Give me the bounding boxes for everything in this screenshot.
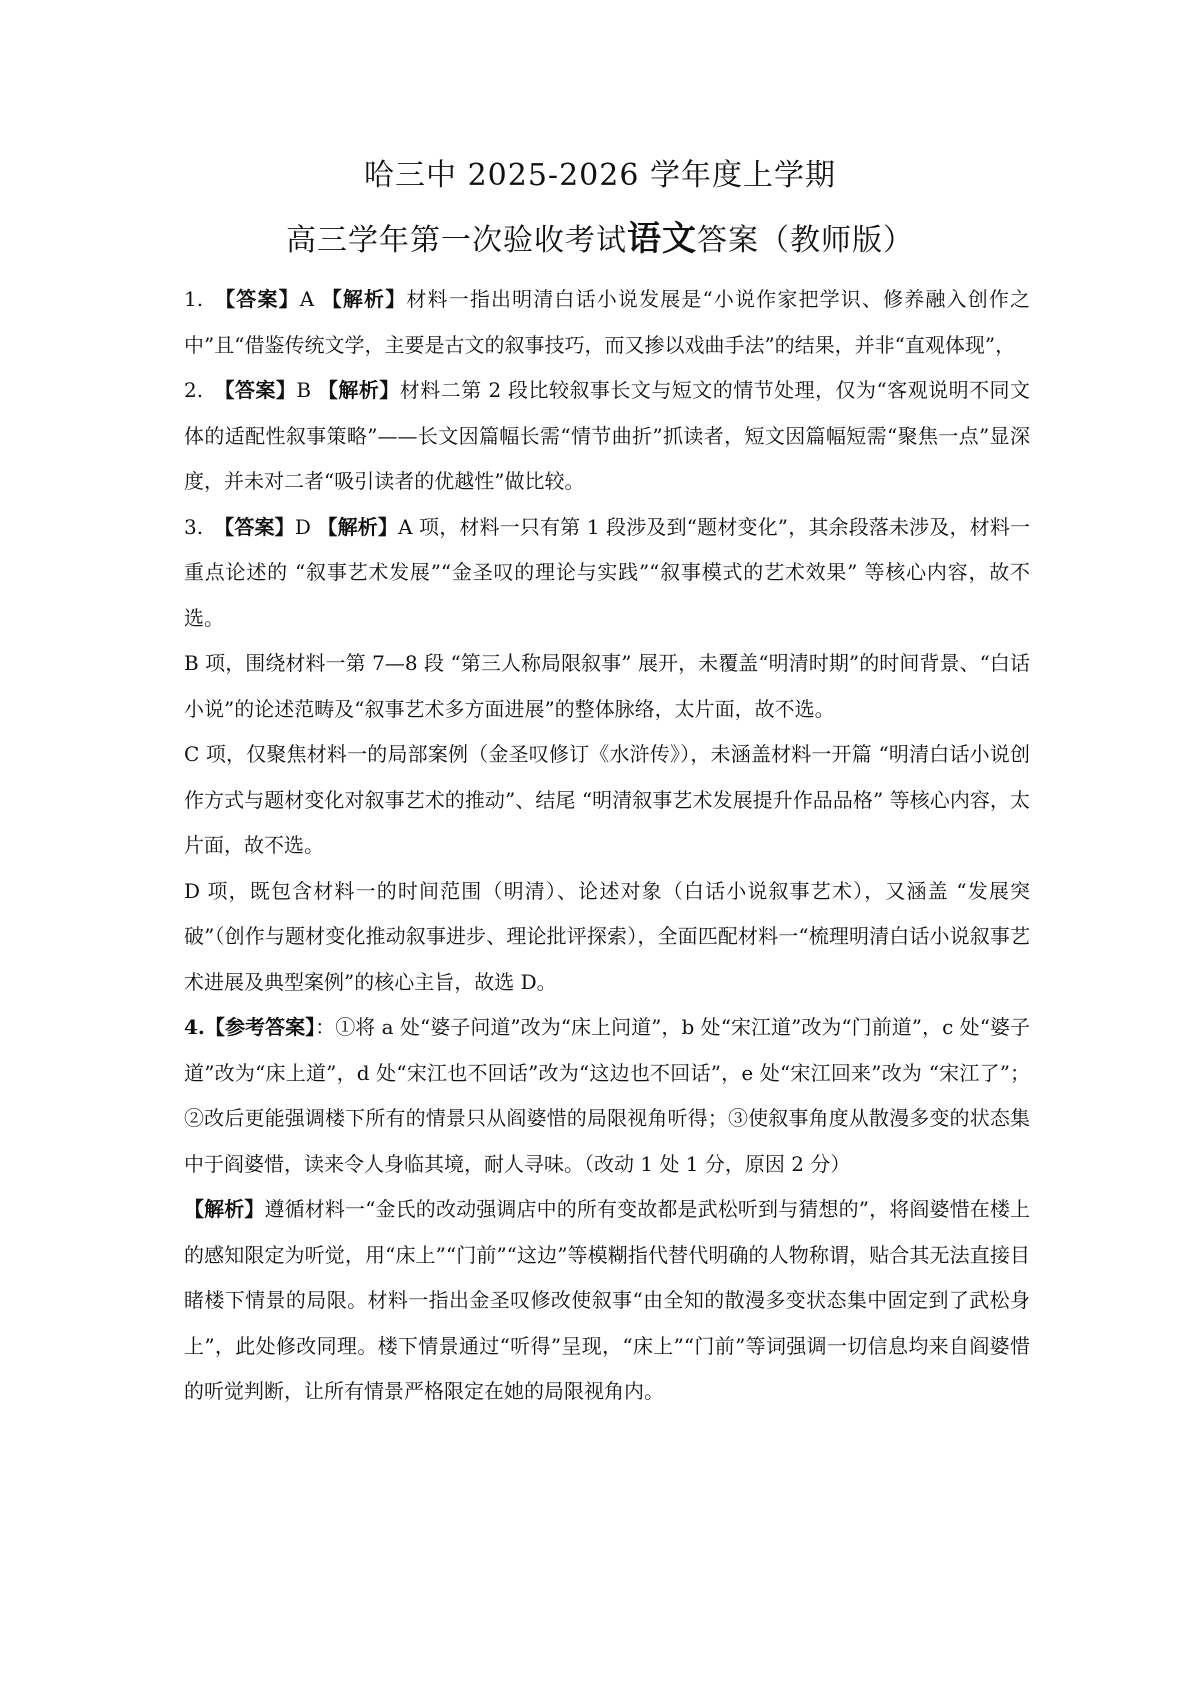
question-number: 3. bbox=[184, 514, 204, 539]
document-title: 哈三中 2025-2026 学年度上学期 bbox=[364, 158, 836, 193]
document-subtitle bbox=[0, 218, 1200, 262]
answer-tag: 【答案】 bbox=[214, 287, 300, 311]
analysis-text: A 项，材料一只有第 1 段涉及到“题材变化”，其余段落未涉及，材料一重点论述的 “叙事艺术发展”“金圣叹的理论与实践”“叙事模式的艺术效果” 等核心内容，故不选。 bbox=[184, 514, 1031, 630]
subtitle-suffix: 答案（教师版） bbox=[697, 223, 914, 258]
analysis-text: 材料二第 2 段比较叙事长文与短文的情节处理，仅为“客观说明不同文体的适配性叙事策略”——长文因篇幅长需“情节曲折”抓读者，短文因篇幅短需“聚焦一点”显深度，并未对二者“吸引读者的优越性”做比较。 bbox=[184, 378, 1031, 493]
answer-tag: 【答案】 bbox=[214, 514, 295, 539]
answer-value: A bbox=[299, 287, 315, 311]
question-4 bbox=[184, 1005, 1030, 1187]
analysis-text: 材料一指出明清白话小说发展是“小说作家把学识、修养融入创作之中”且“借鉴传统文学，主要是古文的叙事技巧，而又掺以戏曲手法”的结果，并非“直观体现”， bbox=[184, 287, 1031, 357]
answer-value: ：①将 a 处“婆子问道”改为“床上问道”，b 处“宋江道”改为“门前道”，c 处“婆子道”改为“床上道”，d 处“宋江也不回话”改为“这边也不回话”，e 处“宋江回来”改为 “宋江了”；②改后更能强调楼下所有的情景只从阎婆惜的局限视角听得；③使叙事角度从散漫多变的状态集中于阎婆惜，读来令人身临其境，耐人寻味。（改动 1 处 1 分，原因 2 分） bbox=[184, 1015, 1030, 1176]
question-2 bbox=[184, 368, 1030, 505]
option-d-analysis: D 项，既包含材料一的时间范围（明清）、论述对象（白话小说叙事艺术），又涵盖 “发展突破”（创作与题材变化推动叙事进步、理论批评探索），全面匹配材料一“梳理明清白话小说叙事艺术进展及典型案例”的核心主旨，故选 D。 bbox=[184, 878, 1030, 994]
question-number: 1. bbox=[184, 287, 204, 311]
question-3 bbox=[184, 505, 1030, 642]
answer-tag: 【参考答案】 bbox=[204, 1015, 316, 1039]
analysis-tag: 【解析】 bbox=[317, 514, 399, 539]
answer-body bbox=[184, 277, 1030, 1415]
question-number: 2. bbox=[184, 378, 204, 402]
option-c-analysis: C 项，仅聚焦材料一的局部案例（金圣叹修订《水浒传》），未涵盖材料一开篇 “明清白话小说创作方式与题材变化对叙事艺术的推动”、结尾 “明清叙事艺术发展提升作品品格” 等核心内容，太片面，故不选。 bbox=[184, 742, 1030, 857]
answer-tag: 【答案】 bbox=[214, 378, 297, 402]
analysis-text: 遵循材料一“金氏的改动强调店中的所有变故都是武松听到与猜想的”，将阎婆惜在楼上的感知限定为听觉，用“床上”“门前”“这边”等模糊指代替代明确的人物称谓，贴合其无法直接目睹楼下情景的局限。材料一指出金圣叹修改使叙事“由全知的散漫多变状态集中固定到了武松身上”，此处修改同理。楼下情景通过“听得”呈现，“床上”“门前”等词强调一切信息均来自阎婆惜的听觉判断，让所有情景严格限定在她的局限视角内。 bbox=[184, 1197, 1030, 1403]
subtitle-prefix: 高三学年第一次验收考试 bbox=[286, 223, 627, 258]
analysis-tag: 【解析】 bbox=[317, 378, 400, 402]
answer-value: B bbox=[296, 378, 312, 402]
question-4-analysis bbox=[184, 1187, 1030, 1415]
analysis-tag: 【解析】 bbox=[184, 1197, 265, 1221]
analysis-tag: 【解析】 bbox=[321, 287, 407, 311]
question-number: 4. bbox=[184, 1015, 205, 1039]
subtitle-subject: 语文 bbox=[627, 219, 697, 259]
option-b-analysis: B 项，围绕材料一第 7—8 段 “第三人称局限叙事” 展开，未覆盖“明清时期”的时间背景、“白话小说”的论述范畴及“叙事艺术多方面进展”的整体脉络，太片面，故不选。 bbox=[184, 651, 1030, 721]
question-1 bbox=[184, 277, 1030, 368]
answer-value: D bbox=[294, 514, 311, 539]
